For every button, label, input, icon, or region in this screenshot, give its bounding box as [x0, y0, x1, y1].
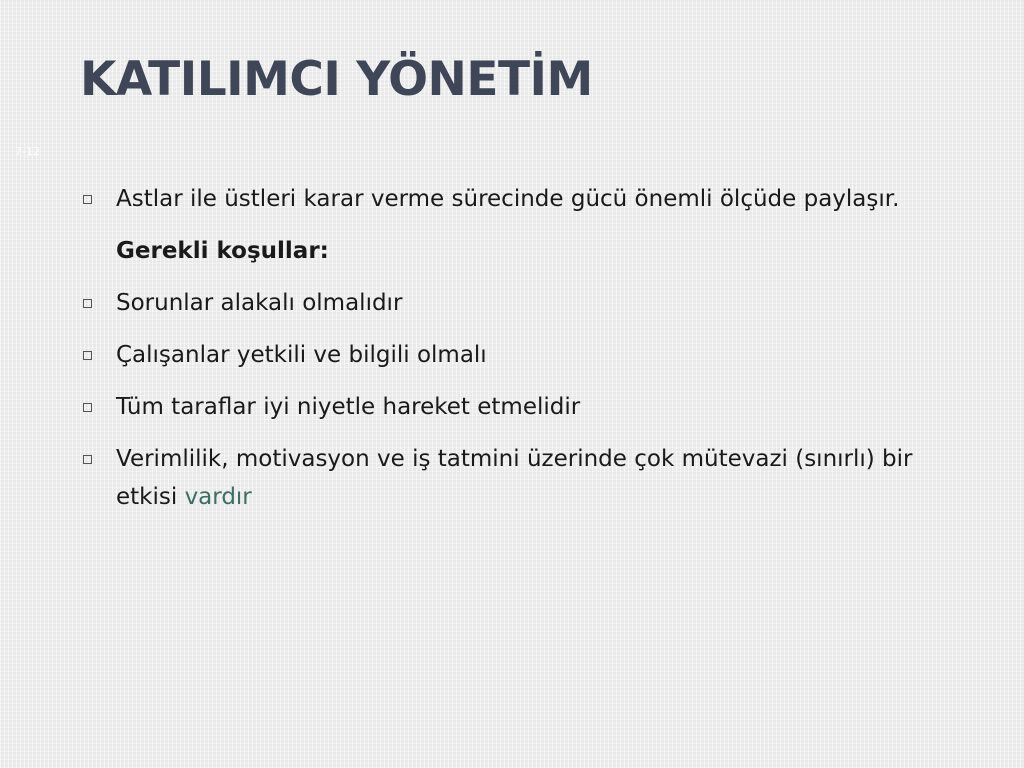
list-item-text: Tüm taraflar iyi niyetle hareket etmelidir	[116, 394, 581, 420]
hollow-square-bullet-icon	[83, 195, 92, 204]
list-subheading	[82, 232, 942, 270]
hollow-square-bullet-icon	[83, 351, 92, 360]
hollow-square-bullet-icon	[83, 455, 92, 464]
bullet-list	[82, 180, 942, 530]
list-subheading-text: Gerekli koşullar:	[116, 238, 329, 264]
list-item	[82, 440, 942, 516]
list-item-text: Çalışanlar yetkili ve bilgili olmalı	[116, 342, 487, 368]
list-item-text: Verimlilik, motivasyon ve iş tatmini üzerinde çok mütevazi (sınırlı) bir etkisi	[116, 446, 913, 510]
hollow-square-bullet-icon	[83, 299, 92, 308]
list-item	[82, 284, 942, 322]
list-item	[82, 336, 942, 374]
list-item	[82, 180, 942, 218]
list-item	[82, 388, 942, 426]
slide-number: 7-12	[15, 145, 40, 158]
list-item-text: Sorunlar alakalı olmalıdır	[116, 290, 403, 316]
hollow-square-bullet-icon	[83, 403, 92, 412]
list-item-text: Astlar ile üstleri karar verme sürecinde gücü önemli ölçüde paylaşır.	[116, 186, 900, 212]
list-item-accent-text: vardır	[184, 484, 252, 510]
slide-title: KATILIMCI YÖNETİM	[80, 52, 593, 107]
